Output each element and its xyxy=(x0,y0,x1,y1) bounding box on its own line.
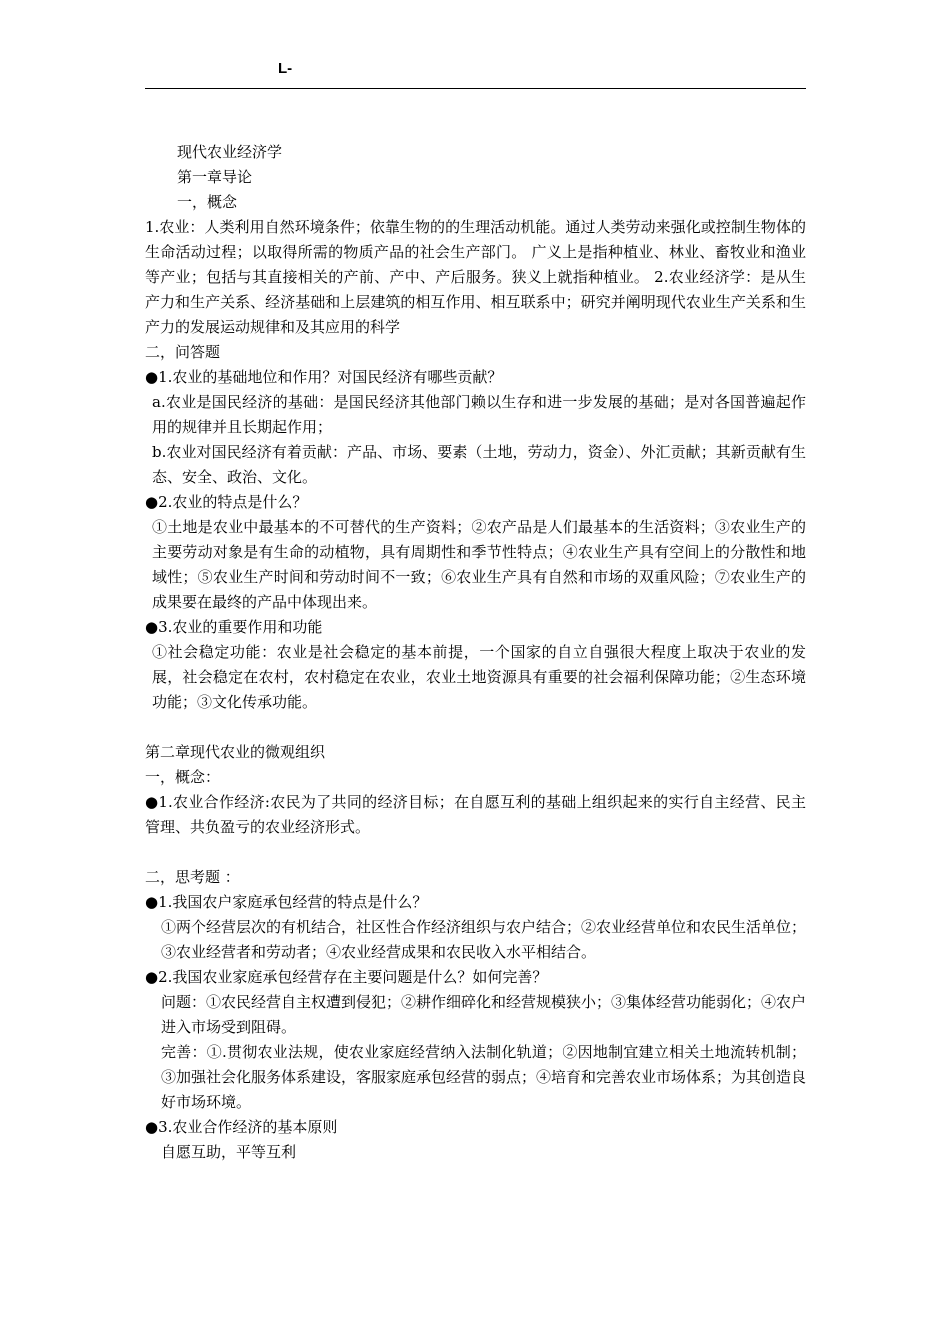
answer-1b: b.农业对国民经济有着贡献：产品、市场、要素（土地，劳动力，资金）、外汇贡献；其新贡献有生态、安全、政治、文化。 xyxy=(152,443,806,486)
chapter1-qa-heading: 二，问答题 xyxy=(145,343,221,361)
question-2: ●2.农业的特点是什么？ xyxy=(145,493,308,511)
question-1: ●1.农业的基础地位和作用？对国民经济有哪些贡献？ xyxy=(145,368,503,386)
book-title: 现代农业经济学 xyxy=(177,143,283,161)
chapter2-think-heading: 二，思考题 ： xyxy=(145,868,240,886)
think-answer-2-improve: 完善：①.贯彻农业法规，使农业家庭经营纳入法制化轨道；②因地制宜建立相关土地流转机制；③加强社会化服务体系建设，客服家庭承包经营的弱点；④培育和完善农业市场体系；为其创造良好市场环境。 xyxy=(161,1043,807,1111)
answer-1a: a.农业是国民经济的基础：是国民经济其他部门赖以生存和进一步发展的基础；是对各国普遍起作用的规律并且长期起作用； xyxy=(152,393,806,436)
chapter2-title: 第二章现代农业的微观组织 xyxy=(145,743,326,761)
chapter2-concepts-heading: 一，概念： xyxy=(145,768,221,786)
header-rule xyxy=(145,88,806,89)
spacer xyxy=(145,715,806,740)
think-question-2: ●2.我国农业家庭承包经营存在主要问题是什么？如何完善？ xyxy=(145,968,548,986)
answer-2: ①土地是农业中最基本的不可替代的生产资料；②农产品是人们最基本的生活资料；③农业生产的主要劳动对象是有生命的动植物，具有周期性和季节性特点；④农业生产具有空间上的分散性和地域性；⑤农业生产时间和劳动时间不一致；⑥农业生产具有自然和市场的双重风险；⑦农业生产的成果要在最终的产品中体现出来。 xyxy=(152,518,806,611)
think-answer-2-problem: 问题：①农民经营自主权遭到侵犯；②耕作细碎化和经营规模狭小；③集体经营功能弱化；④农户进入市场受到阻碍。 xyxy=(161,993,807,1036)
header-mark: L- xyxy=(278,60,293,77)
think-question-3: ●3.农业合作经济的基本原则 xyxy=(145,1118,338,1136)
chapter1-concepts-text: 1.农业：人类利用自然环境条件；依靠生物的的生理活动机能。通过人类劳动来强化或控制生物体的生命活动过程；以取得所需的物质产品的社会生产部门。 广义上是指种植业、林业、畜牧业和渔业等产业；包括与其直接相关的产前、产中、产后服务。狭义上就指种植业。 2.农业经济学：是从生产力和生产关系、经济基础和上层建筑的相互作用、相互联系中；研究并阐明现代农业生产关系和生产力的发展运动规律和及其应用的科学 xyxy=(145,218,806,336)
think-answer-1: ①两个经营层次的有机结合，社区性合作经济组织与农户结合；②农业经营单位和农民生活单位；③农业经营者和劳动者；④农业经营成果和农民收入水平相结合。 xyxy=(161,918,807,961)
answer-3: ①社会稳定功能：农业是社会稳定的基本前提，一个国家的自立自强很大程度上取决于农业的发展，社会稳定在农村，农村稳定在农业，农业土地资源具有重要的社会福利保障功能；②生态环境功能；③文化传承功能。 xyxy=(152,643,806,711)
chapter1-concepts-heading: 一，概念 xyxy=(177,193,238,211)
spacer xyxy=(145,840,806,865)
chapter1-title: 第一章导论 xyxy=(177,168,253,186)
concept-1: ●1.农业合作经济:农民为了共同的经济目标；在自愿互利的基础上组织起来的实行自主经营、民主管理、共负盈亏的农业经济形式。 xyxy=(145,793,806,836)
document-body xyxy=(145,140,806,1165)
think-answer-3: 自愿互助，平等互利 xyxy=(161,1143,297,1161)
question-3: ●3.农业的重要作用和功能 xyxy=(145,618,323,636)
think-question-1: ●1.我国农户家庭承包经营的特点是什么？ xyxy=(145,893,428,911)
